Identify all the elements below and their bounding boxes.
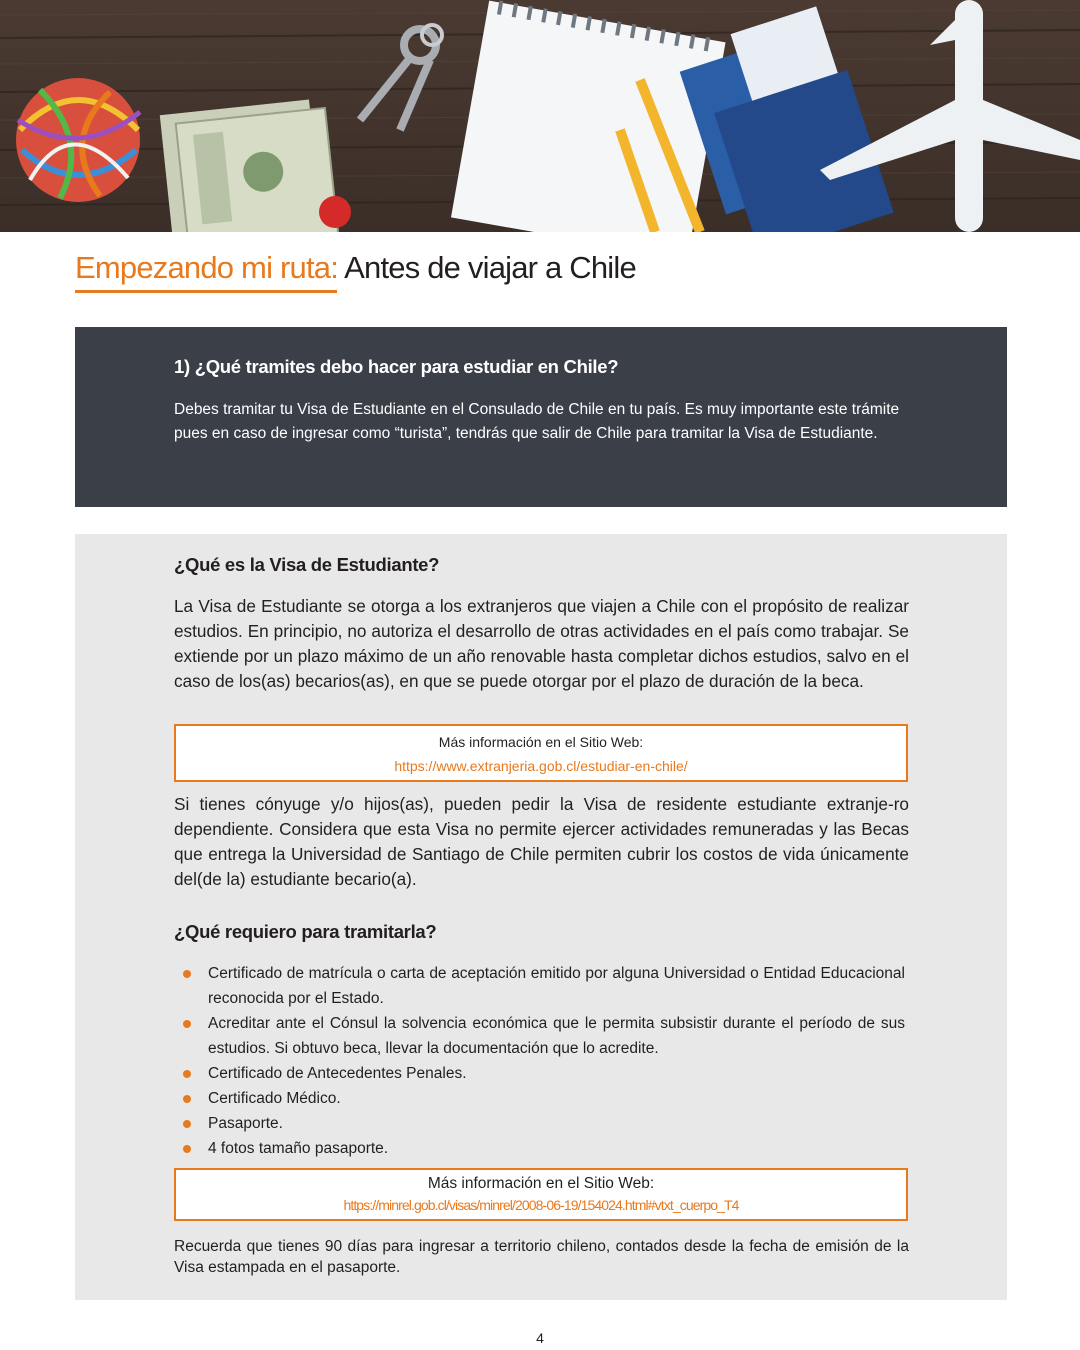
- reminder-note: Recuerda que tienes 90 días para ingresar a territorio chileno, contados desde la fecha de emisión de la Visa estampada en el pasaporte.: [174, 1238, 909, 1276]
- list-item: [183, 1111, 905, 1136]
- info-label: Más información en el Sitio Web:: [427, 1175, 655, 1192]
- bullet-icon: [183, 1120, 191, 1128]
- section-tramites: [75, 327, 1007, 507]
- page-title: [75, 248, 636, 288]
- list-item: [183, 1136, 905, 1161]
- list-item-text: Acreditar ante el Cónsul la solvencia económica que le permita subsistir durante el período de sus estudios. Si obtuvo beca, llevar la documentación que lo acredite.: [208, 1015, 905, 1057]
- bullet-icon: [183, 1020, 191, 1028]
- bullet-icon: [183, 1095, 191, 1103]
- list-item: [183, 961, 905, 1011]
- bullet-icon: [183, 1145, 191, 1153]
- bullet-icon: [183, 1070, 191, 1078]
- list-item-text: Certificado de matrícula o carta de aceptación emitido por alguna Universidad o Entidad Educacional reconocida por el Estado.: [208, 965, 905, 1007]
- page-title-rest: Antes de viajar a Chile: [344, 250, 636, 285]
- info-label: Más información en el Sitio Web:: [438, 734, 644, 750]
- list-item-text: Certificado Médico.: [208, 1090, 341, 1107]
- requirements-list: [183, 961, 905, 1161]
- section-tramites-heading: 1) ¿Qué tramites debo hacer para estudiar en Chile?: [174, 356, 619, 377]
- list-item-text: Certificado de Antecedentes Penales.: [208, 1065, 467, 1082]
- list-item-text: 4 fotos tamaño pasaporte.: [208, 1140, 389, 1157]
- title-underline: [75, 290, 337, 293]
- list-item: [183, 1061, 905, 1086]
- bullet-icon: [183, 970, 191, 978]
- travel-flatlay-photo-icon: [0, 0, 1080, 232]
- page-title-accent: Empezando mi ruta:: [75, 250, 339, 285]
- section-visa: [75, 534, 1007, 1300]
- list-item: [183, 1011, 905, 1061]
- list-item-text: Pasaporte.: [208, 1115, 283, 1132]
- list-item: [183, 1086, 905, 1111]
- requirements-heading: ¿Qué requiero para tramitarla?: [174, 921, 437, 942]
- page-number: 4: [536, 1330, 544, 1346]
- header-photo: [0, 0, 1080, 232]
- dependents-body: Si tienes cónyuge y/o hijos(as), pueden pedir la Visa de residente estudiante extranje-ro dependiente. Considera que esta Visa no permite ejercer actividades remuneradas y las Becas que entrega la Universidad de Santiago de Chile permiten cubrir los costos de vida únicamente del(de la) estudiante becario(a).: [174, 794, 909, 889]
- visa-body: La Visa de Estudiante se otorga a los extranjeros que viajen a Chile con el propósito de realizar estudios. En principio, no autoriza el desarrollo de otras actividades en el país como trabajar. Se extiende por un plazo máximo de un año renovable hasta completar dichos estudios, salvo en el caso de los(as) becarios(as), en que se puede otorgar por el plazo de duración de la beca.: [174, 596, 909, 691]
- info-box-extranjeria: [174, 724, 908, 782]
- section-tramites-body: Debes tramitar tu Visa de Estudiante en el Consulado de Chile en tu país. Es muy importante este trámite pues en caso de ingresar como “turista”, tendrás que salir de Chile para tramitar la Visa de Estudiante.: [174, 401, 900, 442]
- extranjeria-link[interactable]: https://www.extranjeria.gob.cl/estudiar-en-chile/: [394, 758, 688, 774]
- info-box-minrel: [174, 1168, 908, 1221]
- minrel-link[interactable]: https://minrel.gob.cl/visas/minrel/2008-06-19/154024.html#vtxt_cuerpo_T4: [343, 1197, 739, 1213]
- visa-heading: ¿Qué es la Visa de Estudiante?: [174, 554, 440, 575]
